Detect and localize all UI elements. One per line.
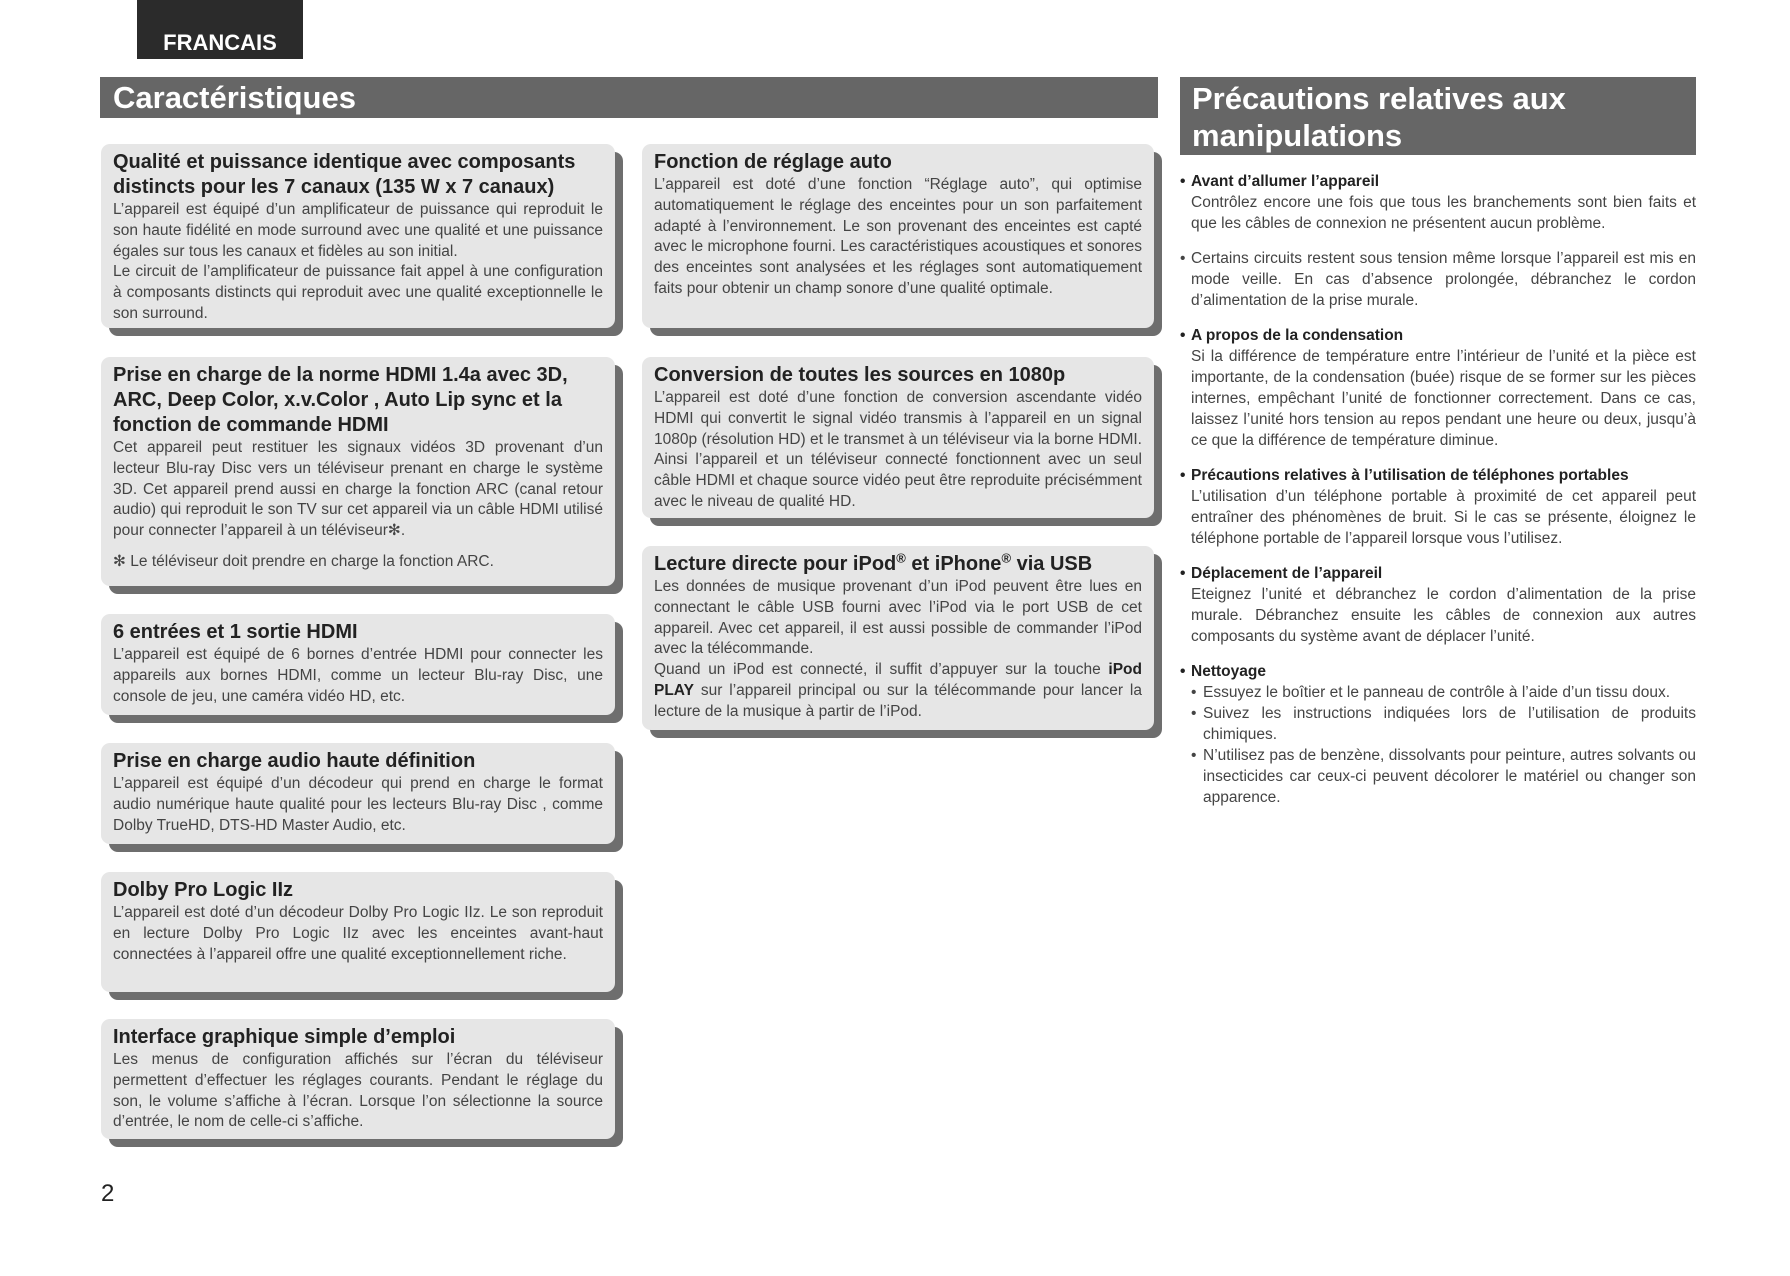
body-part: Quand un iPod est connecté, il suffit d’appuyer sur la touche — [654, 661, 1109, 679]
precaution-item — [1180, 325, 1696, 451]
feature-card-upconversion — [642, 357, 1154, 518]
precaution-title: • Déplacement de l’appareil — [1180, 563, 1696, 584]
feature-title: Dolby Pro Logic IIz — [113, 879, 294, 901]
feature-title: Fonction de réglage auto — [654, 151, 892, 173]
feature-body: L’appareil est équipé d’un amplificateur de puissance qui reproduit le son haute fidélité en mode surround avec une qualité et une puissance égales sur tous les canaux et fidèles au son initial. — [113, 201, 603, 260]
list-item: • Essuyez le boîtier et le panneau de contrôle à l’aide d’un tissu doux. — [1191, 682, 1696, 703]
feature-card-ipod — [642, 546, 1154, 730]
feature-title: Qualité et puissance identique avec composants distincts pour les 7 canaux (135 W x 7 canaux) — [113, 151, 576, 198]
title-part: et iPhone — [905, 553, 1002, 575]
language-tab: FRANCAIS — [137, 0, 303, 59]
feature-body: Les menus de configuration affichés sur l’écran du téléviseur permettent d’effectuer les réglages courants. Pendant le réglage du son, le volume s’affiche à l’écran. Lorsque l’on sélectionne la source d’entrée, le nom de celle-ci s’affiche. — [113, 1051, 603, 1131]
feature-title: Conversion de toutes les sources en 1080p — [654, 364, 1066, 386]
precaution-body: Si la différence de température entre l’intérieur de l’unité et la pièce est importante, de la condensation (buée) risque de se former sur les pièces internes, empêchant l’unité de fonctionner correctement. Dans ce cas, laissez l’unité hors tension au repos pendant une heure ou deux, jusqu’à ce que la différence de température diminue. — [1191, 348, 1696, 449]
body-part: sur l’appareil principal ou sur la télécommande pour lancer la lecture de la musique à partir de l’iPod. — [654, 681, 1142, 720]
feature-body: L’appareil est doté d’une fonction “Réglage auto”, qui optimise automatiquement le réglage des enceintes pour un son parfaitement adapté à l’environnement. Le son provenant des enceintes est capté avec le microphone fourni. Les caractéristiques acoustiques et sonores des enceintes sont analysées et les réglages sont automatiquement faits pour obtenir un champ sonore d’une qualité optimale. — [654, 176, 1142, 297]
feature-title — [654, 552, 1142, 577]
feature-body: Le circuit de l’amplificateur de puissance fait appel à une configuration à composants distincts qui reproduit avec une qualité exceptionnelle le son surround. — [113, 263, 603, 322]
registered-mark: ® — [896, 550, 906, 566]
precaution-title: • Précautions relatives à l’utilisation de téléphones portables — [1180, 465, 1696, 486]
precaution-item — [1180, 563, 1696, 647]
precaution-item — [1180, 248, 1696, 311]
cleaning-list — [1180, 682, 1696, 808]
feature-card-dolby — [101, 872, 615, 992]
precaution-title: • Nettoyage — [1180, 661, 1696, 682]
feature-card-auto-setup — [642, 144, 1154, 328]
feature-body: L’appareil est équipé d’un décodeur qui prend en charge le format audio numérique haute qualité pour les lecteurs Blu-ray Disc , comme Dolby TrueHD, DTS-HD Master Audio, etc. — [113, 775, 603, 834]
feature-body: Cet appareil peut restituer les signaux vidéos 3D provenant d’un lecteur Blu-ray Disc vers un téléviseur prenant en charge le système 3D. Cet appareil prend aussi en charge la fonction ARC (canal retour audio) qui reproduit le son TV sur cet appareil via un câble HDMI utilisé pour connecter l’appareil à un téléviseur✻. — [113, 439, 603, 540]
feature-card-hdmi-io — [101, 614, 615, 715]
precautions-section-title: Précautions relatives aux manipulations — [1180, 77, 1696, 155]
features-section-title: Caractéristiques — [100, 77, 1158, 118]
list-item: • Suivez les instructions indiquées lors de l’utilisation de produits chimiques. — [1191, 703, 1696, 745]
ipod-play-key: iPod PLAY — [654, 661, 1142, 699]
page-number: 2 — [101, 1180, 115, 1207]
feature-title: Interface graphique simple d’emploi — [113, 1026, 456, 1048]
feature-card-power — [101, 144, 615, 328]
precaution-title: • Avant d’allumer l’appareil — [1180, 171, 1696, 192]
precaution-body: L’utilisation d’un téléphone portable à proximité de cet appareil peut entraîner des phénomènes de bruit. Si le cas se présente, éloignez le téléphone portable de l’appareil lorsque vous l’utilisez. — [1191, 488, 1696, 547]
precaution-body: Eteignez l’unité et débranchez le cordon d’alimentation de la prise murale. Débranchez ensuite les câbles de connexion aux autres composants du système avant de déplacer l’unité. — [1191, 586, 1696, 645]
title-part: Lecture directe pour iPod — [654, 553, 897, 575]
feature-body: L’appareil est doté d’une fonction de conversion ascendante vidéo HDMI qui convertit le signal vidéo transmis à l’appareil en un signal 1080p (résolution HD) et le transmet à un téléviseur via la borne HDMI. Ainsi l’appareil et un téléviseur connecté fonctionnent avec un seul câble HDMI et chaque source vidéo peut être reproduite précisémment avec le niveau de qualité HD. — [654, 389, 1142, 510]
feature-note: ✻ Le téléviseur doit prendre en charge la fonction ARC. — [113, 552, 494, 570]
precautions-list — [1180, 171, 1696, 822]
feature-body: L’appareil est doté d’un décodeur Dolby Pro Logic IIz. Le son reproduit en lecture Dolby Pro Logic IIz avec les enceintes avant-haut connectées à l’appareil offre une qualité exceptionnellement riche. — [113, 904, 603, 963]
precaution-body: Contrôlez encore une fois que tous les branchements sont bien faits et que les câbles de connexion ne présentent aucun problème. — [1191, 194, 1696, 232]
feature-title: Prise en charge de la norme HDMI 1.4a avec 3D, ARC, Deep Color, x.v.Color , Auto Lip sync et la fonction de commande HDMI — [113, 364, 568, 436]
feature-body: L’appareil est équipé de 6 bornes d’entrée HDMI pour connecter les appareils aux bornes HDMI, comme un lecteur Blu-ray Disc, une console de jeu, une caméra vidéo HD, etc. — [113, 646, 603, 705]
feature-card-hdmi-standard — [101, 357, 615, 586]
feature-body: Les données de musique provenant d’un iPod peuvent être lues en connectant le câble USB fourni avec l’iPod via le port USB de cet appareil. Avec cet appareil, il est aussi possible de commander l’iPod avec la télécommande. — [654, 578, 1142, 658]
feature-body — [654, 660, 1142, 722]
feature-card-gui — [101, 1019, 615, 1139]
feature-title: Prise en charge audio haute définition — [113, 750, 476, 772]
precaution-item — [1180, 171, 1696, 234]
list-item: • N’utilisez pas de benzène, dissolvants pour peinture, autres solvants ou insecticides car ceux-ci peuvent décolorer le matériel ou changer son apparence. — [1191, 745, 1696, 808]
precaution-title: • A propos de la condensation — [1180, 325, 1696, 346]
registered-mark: ® — [1001, 550, 1012, 566]
precaution-item — [1180, 465, 1696, 549]
feature-card-hd-audio — [101, 743, 615, 844]
feature-title: 6 entrées et 1 sortie HDMI — [113, 621, 358, 643]
title-part: via USB — [1011, 553, 1093, 575]
precaution-body: • Certains circuits restent sous tension même lorsque l’appareil est mis en mode veille. En cas d’absence prolongée, débranchez le cordon d’alimentation de la prise murale. — [1180, 248, 1696, 311]
precaution-item — [1180, 661, 1696, 808]
